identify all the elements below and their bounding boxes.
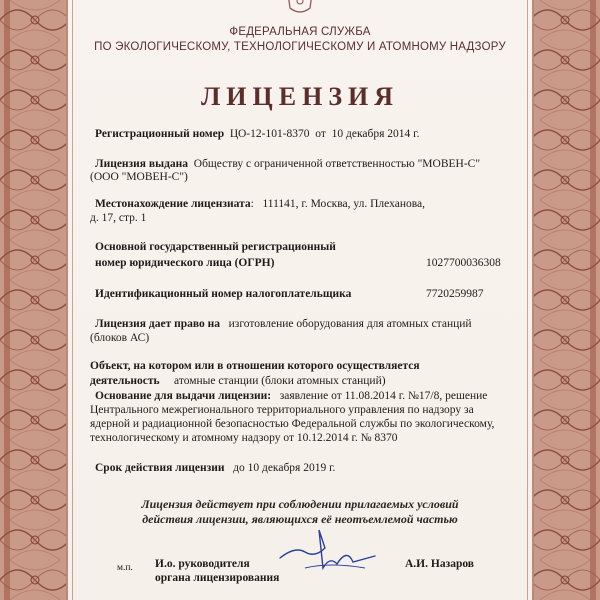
agency-name-line2: ПО ЭКОЛОГИЧЕСКОМУ, ТЕХНОЛОГИЧЕСКОМУ И АТОМНОМУ НАДЗОРУ	[94, 41, 506, 53]
basis-row	[95, 390, 487, 403]
basis-label: Основание для выдачи лицензии:	[95, 390, 272, 402]
basis-value-line4: технологическому и атомному надзору от 10.12.2014 г. № 8370	[90, 432, 398, 444]
rights-row	[95, 318, 472, 331]
issued-value-line2: (ООО "МОВЕН-С")	[90, 171, 188, 183]
issued-label: Лицензия выдана	[95, 158, 189, 170]
rights-value-line2: (блоков АС)	[90, 332, 150, 344]
coat-of-arms-icon	[284, 0, 316, 14]
object-value: атомные станции (блоки атомных станций)	[174, 375, 386, 387]
registration-number: ЦО-12-101-8370	[229, 128, 310, 140]
basis-value-line2: Центрального межрегионального территориального управления по надзору за	[90, 404, 474, 416]
inn-label: Идентификационный номер налогоплательщика	[95, 288, 352, 300]
registration-label: Регистрационный номер	[95, 128, 225, 140]
basis-value-line1: заявление от 11.08.2014 г. №17/8, решение	[279, 390, 488, 402]
signatory-role-line1: И.о. руководителя	[155, 558, 250, 570]
location-value-line2: д. 17, стр. 1	[90, 212, 147, 224]
object-label-line1: Объект, на котором или в отношении которого осуществляется	[90, 360, 420, 372]
object-label-line2: деятельность	[90, 375, 160, 387]
location-label: Местонахождение лицензиата	[95, 198, 251, 210]
registration-from: от	[315, 128, 326, 140]
issued-row	[95, 158, 480, 171]
validity-value: до 10 декабря 2019 г.	[233, 462, 336, 474]
ogrn-label-line1: Основной государственный регистрационный	[95, 241, 336, 253]
rights-value-line1: изготовление оборудования для атомных станций	[228, 318, 472, 330]
location-value-line1: 111141, г. Москва, ул. Плеханова,	[262, 198, 425, 210]
ogrn-value: 1027700036308	[426, 257, 501, 269]
ogrn-label-line2: номер юридического лица (ОГРН)	[95, 257, 275, 269]
registration-date: 10 декабря 2014 г.	[331, 128, 420, 140]
location-row	[95, 198, 425, 211]
registration-row	[95, 128, 419, 141]
inn-value: 7720259987	[426, 288, 484, 300]
validity-label: Срок действия лицензии	[95, 462, 225, 474]
handwritten-signature	[275, 528, 380, 578]
agency-name-line1: ФЕДЕРАЛЬНАЯ СЛУЖБА	[229, 26, 371, 38]
signatory-role-line2: органа лицензирования	[155, 572, 280, 584]
basis-value-line3: ядерной и радиационной безопасностью Федеральной службы по экологическому,	[90, 418, 495, 430]
issued-value-line1: Обществу с ограниченной ответственностью "МОВЕН-С"	[193, 158, 481, 170]
signatory-name: А.И. Назаров	[405, 558, 475, 570]
object-row	[90, 375, 386, 387]
document-title: ЛИЦЕНЗИЯ	[200, 82, 400, 111]
condition-line2: действия лицензии, являющихся её неотъемлемой частью	[142, 512, 458, 526]
stamp-place-label: м.п.	[117, 563, 133, 573]
condition-line1: Лицензия действует при соблюдении прилагаемых условий	[141, 497, 459, 511]
location-colon: :	[250, 198, 254, 210]
validity-row	[95, 462, 335, 475]
rights-label: Лицензия дает право на	[95, 318, 220, 330]
